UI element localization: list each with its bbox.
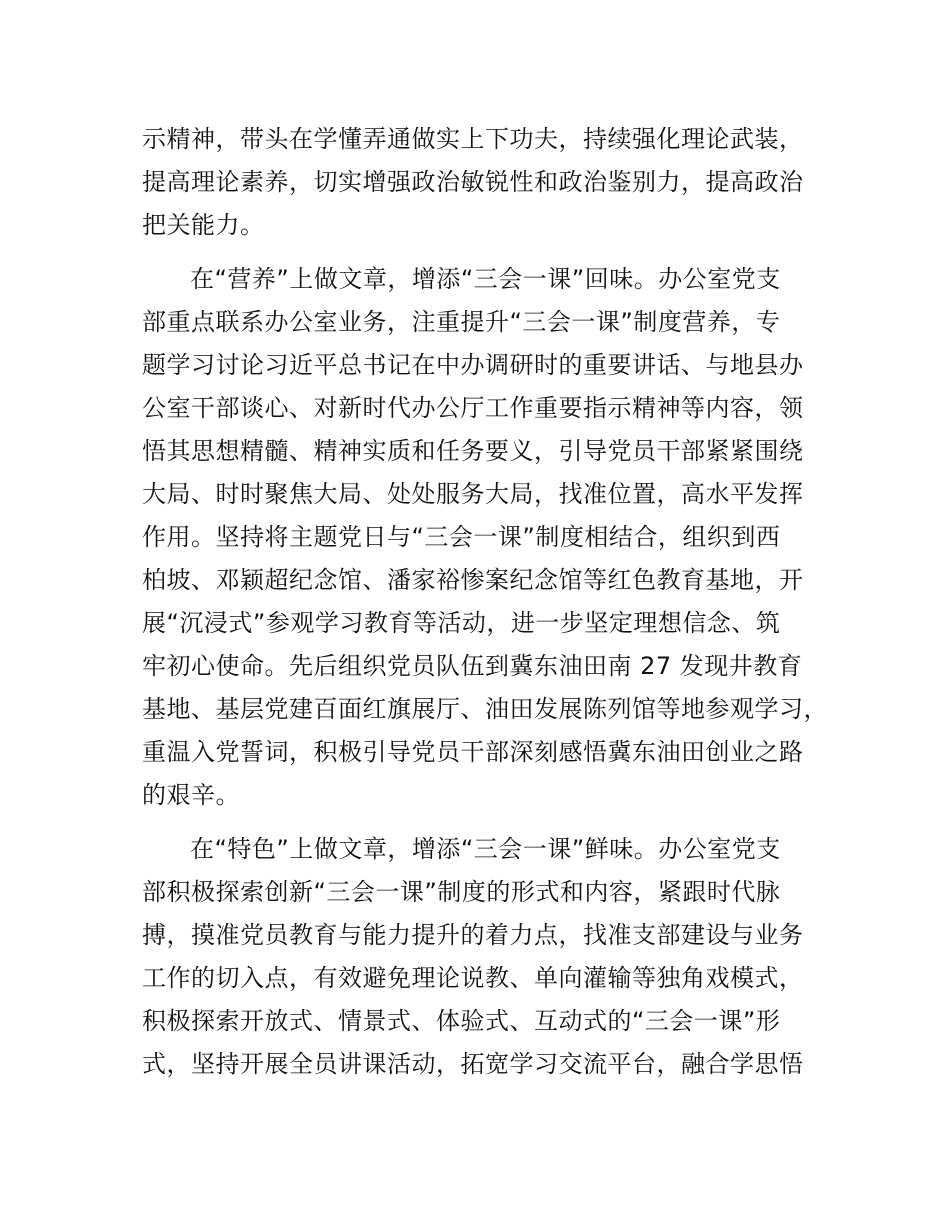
paragraph-2-line-6: 大局、时时聚焦大局、处处服务大局，找准位置，高水平发挥 [142, 480, 804, 508]
paragraph-2-line-3: 题学习讨论习近平总书记在中办调研时的重要讲话、与地县办 [142, 351, 804, 379]
paragraph-2-line-11: 基地、基层党建百面红旗展厅、油田发展陈列馆等地参观学习， [142, 695, 828, 723]
paragraph-2-line-5: 悟其思想精髓、精神实质和任务要义，引导党员干部紧紧围绕 [142, 437, 804, 465]
paragraph-2-line-9: 展“沉浸式”参观学习教育等活动，进一步坚定理想信念、筑 [142, 609, 781, 637]
paragraph-1-line-1: 示精神，带头在学懂弄通做实上下功夫，持续强化理论武装， [142, 125, 804, 153]
paragraph-2-line-1: 在“营养”上做文章，增添“三会一课”回味。办公室党支 [190, 265, 781, 293]
paragraph-3-line-5: 积极探索开放式、情景式、体验式、互动式的“三会一课”形 [142, 1007, 781, 1035]
paragraph-3-line-3: 搏，摸准党员教育与能力提升的着力点，找准支部建设与业务 [142, 921, 804, 949]
paragraph-2-line-7: 作用。坚持将主题党日与“三会一课”制度相结合，组织到西 [142, 523, 781, 551]
paragraph-2-line-8: 柏坡、邓颖超纪念馆、潘家裕惨案纪念馆等红色教育基地，开 [142, 566, 804, 594]
paragraph-2-line-10: 牢初心使命。先后组织党员队伍到冀东油田南 27 发现井教育 [142, 652, 803, 680]
paragraph-3-line-2: 部积极探索创新“三会一课”制度的形式和内容，紧跟时代脉 [142, 878, 781, 906]
paragraph-1-line-3: 把关能力。 [142, 211, 265, 239]
paragraph-2-line-2: 部重点联系办公室业务，注重提升“三会一课”制度营养，专 [142, 308, 781, 336]
paragraph-2-line-4: 公室干部谈心、对新时代办公厅工作重要指示精神等内容，领 [142, 394, 804, 422]
paragraph-2-line-13: 的艰辛。 [142, 781, 240, 809]
paragraph-2-line-12: 重温入党誓词，积极引导党员干部深刻感悟冀东油田创业之路 [142, 738, 804, 766]
paragraph-3-line-4: 工作的切入点，有效避免理论说教、单向灌输等独角戏模式， [142, 964, 804, 992]
paragraph-1-line-2: 提高理论素养，切实增强政治敏锐性和政治鉴别力，提高政治 [142, 168, 804, 196]
paragraph-3-line-1: 在“特色”上做文章，增添“三会一课”鲜味。办公室党支 [190, 835, 781, 863]
paragraph-3-line-6: 式，坚持开展全员讲课活动，拓宽学习交流平台，融合学思悟 [142, 1050, 804, 1078]
